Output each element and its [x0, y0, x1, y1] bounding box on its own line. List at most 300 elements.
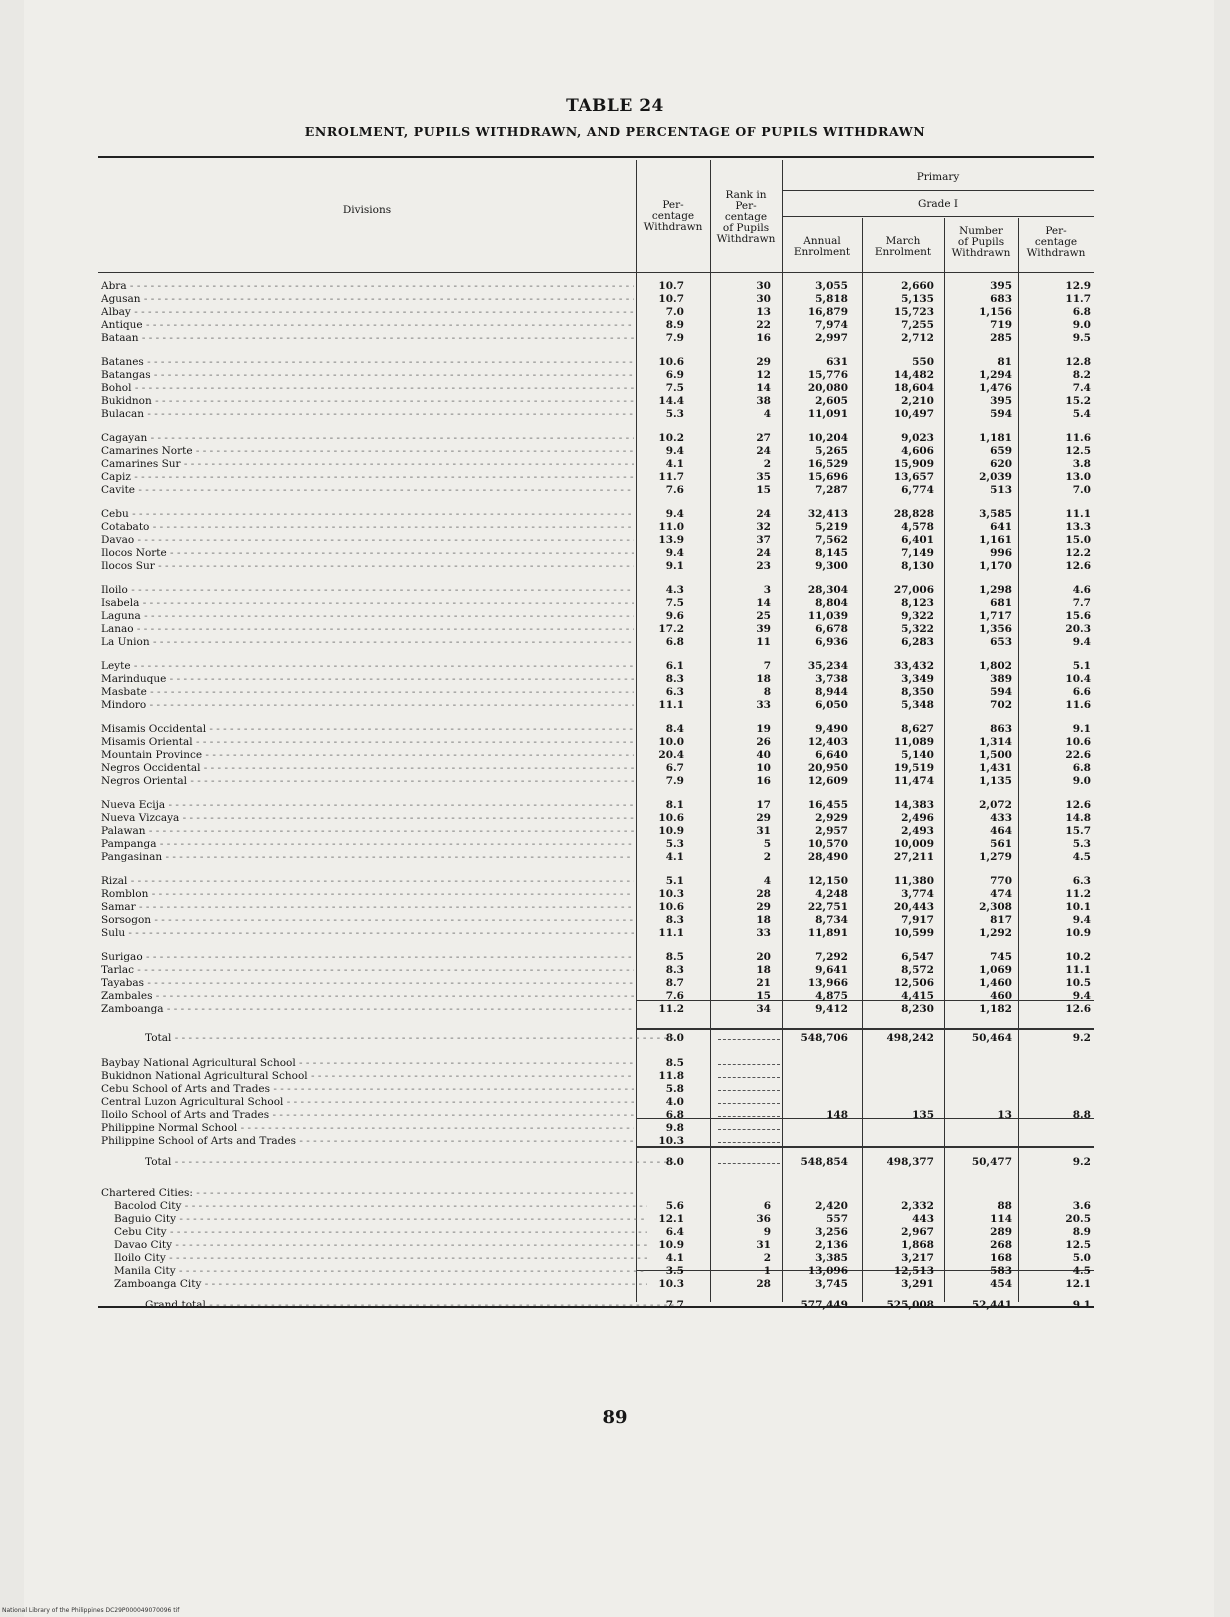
- cell-annual-enrolment: 3,738: [815, 673, 848, 685]
- row-label: Rizal - - -: [101, 875, 634, 888]
- cell-annual-enrolment: 16,529: [807, 458, 848, 470]
- cell-number-withdrawn: 454: [990, 1278, 1012, 1290]
- cell-number-withdrawn: 289: [990, 1226, 1012, 1238]
- row-label: Ilocos Norte - - -: [101, 547, 634, 560]
- row-label: Cotabato - - -: [101, 521, 634, 534]
- cell-annual-enrolment: 16,455: [807, 799, 848, 811]
- cell-pct-withdrawn: 9.1: [665, 560, 684, 572]
- table-row: [0, 1187, 1230, 1200]
- cell-rank: 37: [756, 534, 771, 546]
- cell-grade-pct: 11.7: [1065, 293, 1091, 305]
- table-row: [0, 673, 1230, 686]
- row-label: Zambales - - -: [101, 990, 634, 1003]
- cell-pct-withdrawn: 8.4: [665, 723, 684, 735]
- header-rule: [782, 190, 1094, 191]
- cell-annual-enrolment: 8,944: [815, 686, 848, 698]
- cell-march-enrolment: 2,493: [901, 825, 934, 837]
- cell-grade-pct: 9.1: [1072, 723, 1091, 735]
- cell-rank: 17: [756, 799, 771, 811]
- cell-pct-withdrawn: 7.6: [665, 484, 684, 496]
- cell-march-enrolment: 13,657: [893, 471, 934, 483]
- cell-annual-enrolment: 12,403: [807, 736, 848, 748]
- table-row: [0, 560, 1230, 573]
- cell-march-enrolment: 6,774: [901, 484, 934, 496]
- cell-number-withdrawn: 460: [990, 990, 1012, 1002]
- cell-march-enrolment: 4,606: [901, 445, 934, 457]
- cell-number-withdrawn: 1,182: [979, 1003, 1012, 1015]
- cell-grade-pct: 7.4: [1072, 382, 1091, 394]
- cell-number-withdrawn: 1,156: [979, 306, 1012, 318]
- row-label: Surigao - - -: [101, 951, 634, 964]
- cell-grade-pct: 4.6: [1072, 584, 1091, 596]
- cell-rank: 4: [763, 875, 771, 887]
- cell-number-withdrawn: 474: [990, 888, 1012, 900]
- cell-grade-pct: 11.6: [1065, 432, 1091, 444]
- cell-grade-pct: 20.5: [1065, 1213, 1091, 1225]
- row-label: Albay - - -: [101, 306, 634, 319]
- cell-march-enrolment: 2,496: [901, 812, 934, 824]
- cell-rank: 29: [756, 812, 771, 824]
- row-label: Agusan - - -: [101, 293, 634, 306]
- cell-march-enrolment: 2,660: [901, 280, 934, 292]
- cell-rank: 26: [756, 736, 771, 748]
- cell-rank: 27: [756, 432, 771, 444]
- cell-rank: 35: [756, 471, 771, 483]
- cell-annual-enrolment: 2,929: [815, 812, 848, 824]
- cell-grade-pct: 10.4: [1065, 673, 1091, 685]
- row-label: La Union - - -: [101, 636, 634, 649]
- cell-pct-withdrawn: 5.3: [665, 408, 684, 420]
- table-row: [0, 306, 1230, 319]
- total-row: [0, 1032, 1230, 1045]
- cell-rank: 12: [756, 369, 771, 381]
- row-label: Laguna - - -: [101, 610, 634, 623]
- cell-march-enrolment: 5,135: [901, 293, 934, 305]
- cell-march-enrolment: 27,211: [893, 851, 934, 863]
- cell-pct-withdrawn: 9.6: [665, 610, 684, 622]
- cell-pct-withdrawn: 9.8: [665, 1122, 684, 1134]
- cell-grade-pct: 10.9: [1065, 927, 1091, 939]
- table-row: [0, 1003, 1230, 1016]
- cell-rank: 30: [756, 293, 771, 305]
- table-row: [0, 736, 1230, 749]
- cell-number-withdrawn: 395: [990, 280, 1012, 292]
- cell-pct-withdrawn: 7.5: [665, 382, 684, 394]
- cell-annual-enrolment: 5,265: [815, 445, 848, 457]
- cell-number-withdrawn: 817: [990, 914, 1012, 926]
- cell-rank: 14: [756, 597, 771, 609]
- cell-number-withdrawn: 1,717: [979, 610, 1012, 622]
- cell-number-withdrawn: 770: [990, 875, 1012, 887]
- cell-march-enrolment: 19,519: [893, 762, 934, 774]
- cell-grade-pct: 10.5: [1065, 977, 1091, 989]
- cell-annual-enrolment: 5,219: [815, 521, 848, 533]
- bottom-rule: [98, 1306, 1094, 1308]
- cell-grade-pct: 12.9: [1065, 280, 1091, 292]
- cell-grade-pct: 12.5: [1065, 1239, 1091, 1251]
- cell-number-withdrawn: 702: [990, 699, 1012, 711]
- cell-grade-pct: 6.3: [1072, 875, 1091, 887]
- cell-number-withdrawn: 683: [990, 293, 1012, 305]
- row-label: Bulacan - - -: [101, 408, 634, 421]
- table-row: [0, 723, 1230, 736]
- cell-number-withdrawn: 168: [990, 1252, 1012, 1264]
- cell-pct-withdrawn: 9.4: [665, 547, 684, 559]
- cell-march-enrolment: 2,967: [901, 1226, 934, 1238]
- table-row: [0, 408, 1230, 421]
- table-row: [0, 977, 1230, 990]
- table-row: [0, 914, 1230, 927]
- cell-march-enrolment: 3,349: [901, 673, 934, 685]
- cell-pct-withdrawn: 4.0: [665, 1096, 684, 1108]
- cell-number-withdrawn: 395: [990, 395, 1012, 407]
- header-number: Number of Pupils Withdrawn: [951, 225, 1011, 259]
- table-row: [0, 775, 1230, 788]
- cell-number-withdrawn: 285: [990, 332, 1012, 344]
- table-row: [0, 1057, 1230, 1070]
- cell-march-enrolment: 27,006: [893, 584, 934, 596]
- cell-pct-withdrawn: 7.7: [665, 1299, 684, 1311]
- cell-annual-enrolment: 7,287: [815, 484, 848, 496]
- cell-grade-pct: 15.6: [1065, 610, 1091, 622]
- scan-footer: National Library of the Philippines DC29P000049070096 tif: [2, 1607, 180, 1614]
- cell-rank: 24: [756, 508, 771, 520]
- cell-rank: 9: [763, 1226, 771, 1238]
- row-label: Central Luzon Agricultural School - - -: [101, 1096, 634, 1109]
- header-grade-pct: Per- centage Withdrawn: [1026, 225, 1086, 259]
- table-row: [0, 660, 1230, 673]
- table-row: [0, 445, 1230, 458]
- cell-number-withdrawn: 1,314: [979, 736, 1012, 748]
- cell-number-withdrawn: 2,072: [979, 799, 1012, 811]
- rank-dash-leader: [718, 1163, 780, 1164]
- cell-grade-pct: 9.2: [1072, 1156, 1091, 1168]
- row-label: Ilocos Sur - - -: [101, 560, 634, 573]
- cell-march-enrolment: 12,513: [893, 1265, 934, 1277]
- cell-annual-enrolment: 5,818: [815, 293, 848, 305]
- cell-number-withdrawn: 653: [990, 636, 1012, 648]
- cell-annual-enrolment: 3,055: [815, 280, 848, 292]
- cell-pct-withdrawn: 5.3: [665, 838, 684, 850]
- cell-march-enrolment: 10,599: [893, 927, 934, 939]
- cell-annual-enrolment: 13,966: [807, 977, 848, 989]
- cell-pct-withdrawn: 7.0: [665, 306, 684, 318]
- cell-annual-enrolment: 22,751: [807, 901, 848, 913]
- cell-grade-pct: 3.6: [1072, 1200, 1091, 1212]
- cell-pct-withdrawn: 8.3: [665, 914, 684, 926]
- rank-dash-leader: [718, 1090, 780, 1091]
- table-row: [0, 280, 1230, 293]
- cell-annual-enrolment: 631: [826, 356, 848, 368]
- cell-march-enrolment: 4,415: [901, 990, 934, 1002]
- cell-rank: 8: [763, 686, 771, 698]
- cell-march-enrolment: 14,482: [893, 369, 934, 381]
- cell-annual-enrolment: 8,734: [815, 914, 848, 926]
- cell-pct-withdrawn: 9.4: [665, 445, 684, 457]
- cell-pct-withdrawn: 6.8: [665, 1109, 684, 1121]
- cell-annual-enrolment: 2,420: [815, 1200, 848, 1212]
- cell-grade-pct: 8.8: [1072, 1109, 1091, 1121]
- cell-pct-withdrawn: 6.8: [665, 636, 684, 648]
- cell-march-enrolment: 9,322: [901, 610, 934, 622]
- cell-pct-withdrawn: 10.3: [658, 1135, 684, 1147]
- table-row: [0, 888, 1230, 901]
- cell-grade-pct: 9.0: [1072, 775, 1091, 787]
- cell-grade-pct: 12.8: [1065, 356, 1091, 368]
- row-label: Negros Oriental - - -: [101, 775, 634, 788]
- cell-rank: 40: [756, 749, 771, 761]
- cell-pct-withdrawn: 10.7: [658, 293, 684, 305]
- cell-rank: 21: [756, 977, 771, 989]
- cell-rank: 33: [756, 699, 771, 711]
- table-row: [0, 1278, 1230, 1291]
- cell-annual-enrolment: 10,204: [807, 432, 848, 444]
- cell-pct-withdrawn: 6.1: [665, 660, 684, 672]
- cell-rank: 28: [756, 1278, 771, 1290]
- cell-number-withdrawn: 2,308: [979, 901, 1012, 913]
- table-row: [0, 356, 1230, 369]
- cell-rank: 33: [756, 927, 771, 939]
- table-row: [0, 1265, 1230, 1278]
- row-label: Cavite - - -: [101, 484, 634, 497]
- cell-number-withdrawn: 863: [990, 723, 1012, 735]
- cell-grade-pct: 3.8: [1072, 458, 1091, 470]
- total-rule: [636, 1028, 1094, 1030]
- header-bottom-rule: [98, 272, 1094, 273]
- table-row: [0, 458, 1230, 471]
- cell-grade-pct: 6.8: [1072, 762, 1091, 774]
- cell-annual-enrolment: 548,706: [800, 1032, 848, 1044]
- cell-march-enrolment: 2,712: [901, 332, 934, 344]
- cell-annual-enrolment: 7,562: [815, 534, 848, 546]
- row-label: Total - - -: [145, 1156, 678, 1169]
- cell-march-enrolment: 14,383: [893, 799, 934, 811]
- cell-march-enrolment: 6,547: [901, 951, 934, 963]
- cell-annual-enrolment: 3,385: [815, 1252, 848, 1264]
- cell-march-enrolment: 9,023: [901, 432, 934, 444]
- cell-annual-enrolment: 2,957: [815, 825, 848, 837]
- table-row: [0, 1135, 1230, 1148]
- cell-annual-enrolment: 11,039: [807, 610, 848, 622]
- cell-rank: 24: [756, 445, 771, 457]
- cell-number-withdrawn: 50,464: [971, 1032, 1012, 1044]
- cell-march-enrolment: 2,210: [901, 395, 934, 407]
- cell-number-withdrawn: 594: [990, 408, 1012, 420]
- cell-grade-pct: 12.6: [1065, 1003, 1091, 1015]
- cell-rank: 6: [763, 1200, 771, 1212]
- cell-grade-pct: 12.6: [1065, 799, 1091, 811]
- table-row: [0, 534, 1230, 547]
- row-label: Cebu City - - -: [114, 1226, 647, 1239]
- table-row: [0, 395, 1230, 408]
- cell-pct-withdrawn: 4.1: [665, 851, 684, 863]
- cell-grade-pct: 10.1: [1065, 901, 1091, 913]
- cell-pct-withdrawn: 6.9: [665, 369, 684, 381]
- row-label: Pampanga - - -: [101, 838, 634, 851]
- table-row: [0, 1226, 1230, 1239]
- cell-march-enrolment: 3,217: [901, 1252, 934, 1264]
- row-label: Misamis Occidental - - -: [101, 723, 634, 736]
- row-label: Zamboanga - - -: [101, 1003, 634, 1016]
- row-label: Lanao - - -: [101, 623, 634, 636]
- cell-grade-pct: 9.1: [1072, 1299, 1091, 1311]
- header-pct-withdrawn: Per- centage Withdrawn: [643, 199, 703, 233]
- row-label: Camarines Sur - - -: [101, 458, 634, 471]
- table-row: [0, 964, 1230, 977]
- cell-pct-withdrawn: 10.7: [658, 280, 684, 292]
- cell-annual-enrolment: 6,050: [815, 699, 848, 711]
- header-march: March Enrolment: [874, 235, 932, 258]
- table-row: [0, 875, 1230, 888]
- cell-pct-withdrawn: 11.1: [658, 699, 684, 711]
- row-label: Manila City - - -: [114, 1265, 647, 1278]
- cell-pct-withdrawn: 10.3: [658, 1278, 684, 1290]
- cell-pct-withdrawn: 17.2: [658, 623, 684, 635]
- table-row: [0, 838, 1230, 851]
- row-label: Leyte - - -: [101, 660, 634, 673]
- cell-grade-pct: 12.5: [1065, 445, 1091, 457]
- cell-pct-withdrawn: 6.3: [665, 686, 684, 698]
- cell-rank: 34: [756, 1003, 771, 1015]
- cell-pct-withdrawn: 5.1: [665, 875, 684, 887]
- cell-rank: 28: [756, 888, 771, 900]
- table-row: [0, 508, 1230, 521]
- cell-annual-enrolment: 2,136: [815, 1239, 848, 1251]
- cell-march-enrolment: 7,255: [901, 319, 934, 331]
- rank-dash-leader: [718, 1142, 780, 1143]
- cell-number-withdrawn: 1,356: [979, 623, 1012, 635]
- row-label: Iloilo - - -: [101, 584, 634, 597]
- table-row: [0, 382, 1230, 395]
- cell-grade-pct: 8.9: [1072, 1226, 1091, 1238]
- table-row: [0, 610, 1230, 623]
- cell-grade-pct: 11.2: [1065, 888, 1091, 900]
- cell-march-enrolment: 7,917: [901, 914, 934, 926]
- cell-annual-enrolment: 148: [826, 1109, 848, 1121]
- table-row: [0, 851, 1230, 864]
- row-label: Iloilo School of Arts and Trades - - -: [101, 1109, 634, 1122]
- row-label: Antique - - -: [101, 319, 634, 332]
- cell-grade-pct: 6.8: [1072, 306, 1091, 318]
- cell-number-withdrawn: 3,585: [979, 508, 1012, 520]
- row-label: Bukidnon National Agricultural School - - -: [101, 1070, 634, 1083]
- cell-pct-withdrawn: 20.4: [658, 749, 684, 761]
- cell-number-withdrawn: 1,292: [979, 927, 1012, 939]
- cell-number-withdrawn: 659: [990, 445, 1012, 457]
- header-annual: Annual Enrolment: [793, 235, 851, 258]
- cell-rank: 11: [756, 636, 771, 648]
- cell-rank: 16: [756, 775, 771, 787]
- cell-number-withdrawn: 13: [997, 1109, 1012, 1121]
- total-row: [0, 1156, 1230, 1169]
- cell-number-withdrawn: 1,170: [979, 560, 1012, 572]
- cell-rank: 38: [756, 395, 771, 407]
- cell-march-enrolment: 15,909: [893, 458, 934, 470]
- row-label: Davao City - - -: [114, 1239, 647, 1252]
- table-row: [0, 1083, 1230, 1096]
- table-row: [0, 584, 1230, 597]
- cell-march-enrolment: 135: [912, 1109, 934, 1121]
- cell-annual-enrolment: 10,570: [807, 838, 848, 850]
- row-label: Grand total - - -: [145, 1299, 678, 1312]
- cell-annual-enrolment: 8,145: [815, 547, 848, 559]
- cell-number-withdrawn: 2,039: [979, 471, 1012, 483]
- row-label: Cagayan - - -: [101, 432, 634, 445]
- row-label: Baybay National Agricultural School - - -: [101, 1057, 634, 1070]
- cell-number-withdrawn: 641: [990, 521, 1012, 533]
- row-label: Davao - - -: [101, 534, 634, 547]
- cell-number-withdrawn: 88: [997, 1200, 1012, 1212]
- cell-pct-withdrawn: 5.6: [665, 1200, 684, 1212]
- cell-march-enrolment: 3,774: [901, 888, 934, 900]
- cell-annual-enrolment: 8,804: [815, 597, 848, 609]
- cell-grade-pct: 11.1: [1065, 964, 1091, 976]
- row-label: Abra - - -: [101, 280, 634, 293]
- cell-grade-pct: 15.2: [1065, 395, 1091, 407]
- cell-number-withdrawn: 594: [990, 686, 1012, 698]
- cell-rank: 15: [756, 484, 771, 496]
- cell-pct-withdrawn: 11.2: [658, 1003, 684, 1015]
- row-label: Tarlac - - -: [101, 964, 634, 977]
- table-row: [0, 699, 1230, 712]
- row-label: Mountain Province - - -: [101, 749, 634, 762]
- row-label: Sorsogon - - -: [101, 914, 634, 927]
- cell-rank: 31: [756, 1239, 771, 1251]
- cell-annual-enrolment: 4,875: [815, 990, 848, 1002]
- cell-annual-enrolment: 16,879: [807, 306, 848, 318]
- row-label: Nueva Vizcaya - - -: [101, 812, 634, 825]
- top-rule: [98, 156, 1094, 158]
- table-row: [0, 332, 1230, 345]
- cell-number-withdrawn: 561: [990, 838, 1012, 850]
- table-row: [0, 1213, 1230, 1226]
- row-label: Marinduque - - -: [101, 673, 634, 686]
- cell-grade-pct: 5.1: [1072, 660, 1091, 672]
- cell-pct-withdrawn: 7.6: [665, 990, 684, 1002]
- cell-number-withdrawn: 1,500: [979, 749, 1012, 761]
- cell-march-enrolment: 8,350: [901, 686, 934, 698]
- table-title: TABLE 24: [566, 96, 664, 116]
- table-row: [0, 990, 1230, 1003]
- cell-grade-pct: 15.7: [1065, 825, 1091, 837]
- cell-annual-enrolment: 6,678: [815, 623, 848, 635]
- cell-number-withdrawn: 1,181: [979, 432, 1012, 444]
- table-row: [0, 951, 1230, 964]
- cell-annual-enrolment: 12,609: [807, 775, 848, 787]
- cell-march-enrolment: 20,443: [893, 901, 934, 913]
- cell-pct-withdrawn: 10.6: [658, 356, 684, 368]
- cell-march-enrolment: 5,140: [901, 749, 934, 761]
- cell-annual-enrolment: 548,854: [800, 1156, 848, 1168]
- cell-annual-enrolment: 7,974: [815, 319, 848, 331]
- cell-march-enrolment: 7,149: [901, 547, 934, 559]
- cell-march-enrolment: 10,009: [893, 838, 934, 850]
- cell-rank: 18: [756, 673, 771, 685]
- table-row: [0, 901, 1230, 914]
- cell-rank: 31: [756, 825, 771, 837]
- cell-annual-enrolment: 4,248: [815, 888, 848, 900]
- header-rule: [782, 216, 1094, 217]
- cell-annual-enrolment: 13,096: [807, 1265, 848, 1277]
- table-row: [0, 1239, 1230, 1252]
- cell-pct-withdrawn: 8.5: [665, 951, 684, 963]
- row-label: Philippine Normal School - - -: [101, 1122, 634, 1135]
- cell-number-withdrawn: 52,441: [971, 1299, 1012, 1311]
- cell-march-enrolment: 6,401: [901, 534, 934, 546]
- cell-pct-withdrawn: 10.0: [658, 736, 684, 748]
- header-primary: Primary: [916, 171, 960, 183]
- cell-march-enrolment: 28,828: [893, 508, 934, 520]
